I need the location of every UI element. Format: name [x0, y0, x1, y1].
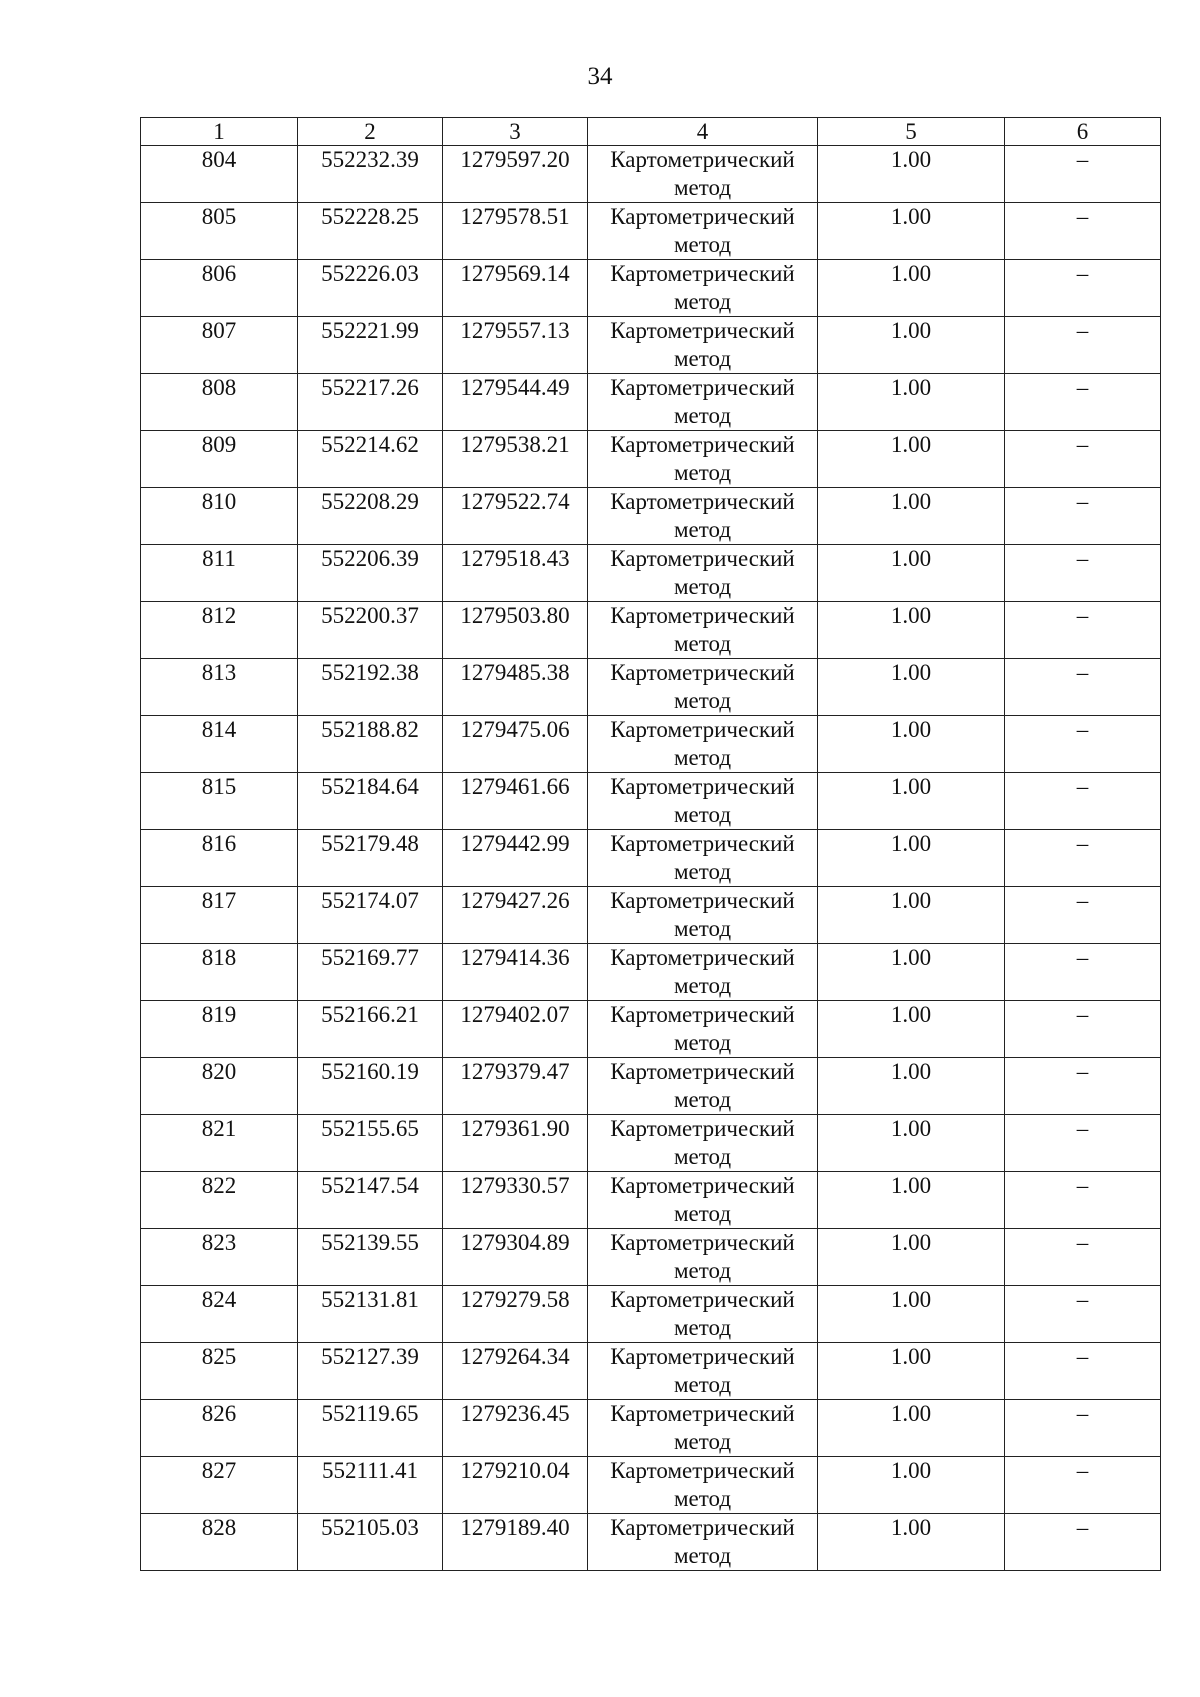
accuracy-cell: 1.00	[818, 887, 1005, 944]
table-row	[141, 374, 1161, 431]
point-number-cell: 812	[141, 602, 298, 659]
y-coordinate-cell: 1279414.36	[443, 944, 588, 1001]
y-coordinate-cell: 1279379.47	[443, 1058, 588, 1115]
method-cell	[588, 773, 818, 830]
accuracy-cell: 1.00	[818, 1400, 1005, 1457]
description-cell: –	[1005, 146, 1161, 203]
method-cell	[588, 887, 818, 944]
method-text: Картометрический метод	[610, 318, 795, 371]
table-row	[141, 203, 1161, 260]
point-number-cell: 817	[141, 887, 298, 944]
y-coordinate-cell: 1279569.14	[443, 260, 588, 317]
x-coordinate-cell: 552179.48	[298, 830, 443, 887]
y-coordinate-cell: 1279544.49	[443, 374, 588, 431]
point-number-cell: 822	[141, 1172, 298, 1229]
description-cell: –	[1005, 1229, 1161, 1286]
x-coordinate-cell: 552214.62	[298, 431, 443, 488]
table-row	[141, 944, 1161, 1001]
table-row	[141, 1514, 1161, 1571]
method-cell	[588, 1058, 818, 1115]
y-coordinate-cell: 1279427.26	[443, 887, 588, 944]
accuracy-cell: 1.00	[818, 944, 1005, 1001]
accuracy-cell: 1.00	[818, 1172, 1005, 1229]
method-text: Картометрический метод	[610, 660, 795, 713]
description-cell: –	[1005, 773, 1161, 830]
description-cell: –	[1005, 1286, 1161, 1343]
point-number-cell: 818	[141, 944, 298, 1001]
y-coordinate-cell: 1279475.06	[443, 716, 588, 773]
point-number-cell: 823	[141, 1229, 298, 1286]
method-text: Картометрический метод	[610, 1458, 795, 1511]
x-coordinate-cell: 552208.29	[298, 488, 443, 545]
method-cell	[588, 1001, 818, 1058]
method-cell	[588, 716, 818, 773]
method-text: Картометрический метод	[610, 1002, 795, 1055]
accuracy-cell: 1.00	[818, 1343, 1005, 1400]
point-number-cell: 828	[141, 1514, 298, 1571]
method-cell	[588, 830, 818, 887]
table-row	[141, 1286, 1161, 1343]
method-cell	[588, 260, 818, 317]
x-coordinate-cell: 552166.21	[298, 1001, 443, 1058]
column-header-3: 3	[443, 118, 588, 146]
accuracy-cell: 1.00	[818, 431, 1005, 488]
accuracy-cell: 1.00	[818, 773, 1005, 830]
point-number-cell: 815	[141, 773, 298, 830]
y-coordinate-cell: 1279189.40	[443, 1514, 588, 1571]
method-text: Картометрический метод	[610, 1515, 795, 1568]
x-coordinate-cell: 552217.26	[298, 374, 443, 431]
method-cell	[588, 659, 818, 716]
table-row	[141, 602, 1161, 659]
method-text: Картометрический метод	[610, 204, 795, 257]
accuracy-cell: 1.00	[818, 1115, 1005, 1172]
accuracy-cell: 1.00	[818, 1286, 1005, 1343]
description-cell: –	[1005, 1457, 1161, 1514]
method-text: Картометрический метод	[610, 888, 795, 941]
y-coordinate-cell: 1279518.43	[443, 545, 588, 602]
page-number: 34	[587, 63, 613, 90]
point-number-cell: 810	[141, 488, 298, 545]
accuracy-cell: 1.00	[818, 1058, 1005, 1115]
y-coordinate-cell: 1279597.20	[443, 146, 588, 203]
method-text: Картометрический метод	[610, 1344, 795, 1397]
description-cell: –	[1005, 944, 1161, 1001]
method-text: Картометрический метод	[610, 1116, 795, 1169]
table-row	[141, 1229, 1161, 1286]
method-cell	[588, 1172, 818, 1229]
point-number-cell: 808	[141, 374, 298, 431]
column-header-2: 2	[298, 118, 443, 146]
description-cell: –	[1005, 317, 1161, 374]
accuracy-cell: 1.00	[818, 488, 1005, 545]
description-cell: –	[1005, 716, 1161, 773]
x-coordinate-cell: 552228.25	[298, 203, 443, 260]
method-text: Картометрический метод	[610, 1287, 795, 1340]
table-header	[141, 118, 1161, 146]
y-coordinate-cell: 1279210.04	[443, 1457, 588, 1514]
description-cell: –	[1005, 374, 1161, 431]
coordinates-table	[140, 117, 1161, 1571]
accuracy-cell: 1.00	[818, 1514, 1005, 1571]
table-row	[141, 545, 1161, 602]
y-coordinate-cell: 1279236.45	[443, 1400, 588, 1457]
description-cell: –	[1005, 830, 1161, 887]
x-coordinate-cell: 552119.65	[298, 1400, 443, 1457]
x-coordinate-cell: 552232.39	[298, 146, 443, 203]
table-row	[141, 887, 1161, 944]
method-text: Картометрический метод	[610, 603, 795, 656]
point-number-cell: 827	[141, 1457, 298, 1514]
description-cell: –	[1005, 488, 1161, 545]
method-text: Картометрический метод	[610, 1173, 795, 1226]
method-cell	[588, 1343, 818, 1400]
x-coordinate-cell: 552111.41	[298, 1457, 443, 1514]
method-cell	[588, 1514, 818, 1571]
description-cell: –	[1005, 1058, 1161, 1115]
description-cell: –	[1005, 602, 1161, 659]
y-coordinate-cell: 1279503.80	[443, 602, 588, 659]
table-row	[141, 488, 1161, 545]
y-coordinate-cell: 1279279.58	[443, 1286, 588, 1343]
method-cell	[588, 374, 818, 431]
table-row	[141, 146, 1161, 203]
accuracy-cell: 1.00	[818, 602, 1005, 659]
table-row	[141, 716, 1161, 773]
point-number-cell: 807	[141, 317, 298, 374]
y-coordinate-cell: 1279485.38	[443, 659, 588, 716]
table-row	[141, 1457, 1161, 1514]
point-number-cell: 824	[141, 1286, 298, 1343]
point-number-cell: 816	[141, 830, 298, 887]
method-text: Картометрический метод	[610, 147, 795, 200]
point-number-cell: 826	[141, 1400, 298, 1457]
description-cell: –	[1005, 659, 1161, 716]
x-coordinate-cell: 552147.54	[298, 1172, 443, 1229]
accuracy-cell: 1.00	[818, 830, 1005, 887]
method-cell	[588, 317, 818, 374]
x-coordinate-cell: 552226.03	[298, 260, 443, 317]
method-cell	[588, 944, 818, 1001]
y-coordinate-cell: 1279402.07	[443, 1001, 588, 1058]
accuracy-cell: 1.00	[818, 1457, 1005, 1514]
column-header-4: 4	[588, 118, 818, 146]
table-row	[141, 431, 1161, 488]
accuracy-cell: 1.00	[818, 146, 1005, 203]
method-text: Картометрический метод	[610, 261, 795, 314]
y-coordinate-cell: 1279304.89	[443, 1229, 588, 1286]
description-cell: –	[1005, 1172, 1161, 1229]
x-coordinate-cell: 552131.81	[298, 1286, 443, 1343]
x-coordinate-cell: 552105.03	[298, 1514, 443, 1571]
x-coordinate-cell: 552188.82	[298, 716, 443, 773]
x-coordinate-cell: 552127.39	[298, 1343, 443, 1400]
accuracy-cell: 1.00	[818, 659, 1005, 716]
method-cell	[588, 1457, 818, 1514]
y-coordinate-cell: 1279330.57	[443, 1172, 588, 1229]
point-number-cell: 805	[141, 203, 298, 260]
method-text: Картометрический метод	[610, 717, 795, 770]
description-cell: –	[1005, 1400, 1161, 1457]
column-header-6: 6	[1005, 118, 1161, 146]
description-cell: –	[1005, 1001, 1161, 1058]
y-coordinate-cell: 1279557.13	[443, 317, 588, 374]
accuracy-cell: 1.00	[818, 1229, 1005, 1286]
accuracy-cell: 1.00	[818, 317, 1005, 374]
x-coordinate-cell: 552139.55	[298, 1229, 443, 1286]
description-cell: –	[1005, 203, 1161, 260]
table-row	[141, 1058, 1161, 1115]
y-coordinate-cell: 1279264.34	[443, 1343, 588, 1400]
method-cell	[588, 488, 818, 545]
method-cell	[588, 1229, 818, 1286]
x-coordinate-cell: 552160.19	[298, 1058, 443, 1115]
method-cell	[588, 146, 818, 203]
point-number-cell: 813	[141, 659, 298, 716]
method-cell	[588, 1115, 818, 1172]
point-number-cell: 809	[141, 431, 298, 488]
method-cell	[588, 1400, 818, 1457]
y-coordinate-cell: 1279461.66	[443, 773, 588, 830]
table-row	[141, 773, 1161, 830]
x-coordinate-cell: 552184.64	[298, 773, 443, 830]
table-row	[141, 1115, 1161, 1172]
x-coordinate-cell: 552155.65	[298, 1115, 443, 1172]
method-cell	[588, 1286, 818, 1343]
method-text: Картометрический метод	[610, 432, 795, 485]
point-number-cell: 804	[141, 146, 298, 203]
point-number-cell: 811	[141, 545, 298, 602]
x-coordinate-cell: 552221.99	[298, 317, 443, 374]
method-cell	[588, 545, 818, 602]
table-row	[141, 659, 1161, 716]
method-text: Картометрический метод	[610, 1059, 795, 1112]
point-number-cell: 814	[141, 716, 298, 773]
y-coordinate-cell: 1279578.51	[443, 203, 588, 260]
table-row	[141, 260, 1161, 317]
accuracy-cell: 1.00	[818, 260, 1005, 317]
description-cell: –	[1005, 431, 1161, 488]
method-text: Картометрический метод	[610, 945, 795, 998]
accuracy-cell: 1.00	[818, 545, 1005, 602]
table-row	[141, 317, 1161, 374]
method-text: Картометрический метод	[610, 1230, 795, 1283]
point-number-cell: 821	[141, 1115, 298, 1172]
table-row	[141, 1172, 1161, 1229]
x-coordinate-cell: 552169.77	[298, 944, 443, 1001]
method-cell	[588, 431, 818, 488]
method-text: Картометрический метод	[610, 774, 795, 827]
description-cell: –	[1005, 1514, 1161, 1571]
accuracy-cell: 1.00	[818, 374, 1005, 431]
description-cell: –	[1005, 1115, 1161, 1172]
y-coordinate-cell: 1279522.74	[443, 488, 588, 545]
accuracy-cell: 1.00	[818, 203, 1005, 260]
x-coordinate-cell: 552192.38	[298, 659, 443, 716]
method-text: Картометрический метод	[610, 831, 795, 884]
method-cell	[588, 203, 818, 260]
x-coordinate-cell: 552174.07	[298, 887, 443, 944]
table-row	[141, 1400, 1161, 1457]
table-row	[141, 1343, 1161, 1400]
x-coordinate-cell: 552206.39	[298, 545, 443, 602]
accuracy-cell: 1.00	[818, 1001, 1005, 1058]
point-number-cell: 820	[141, 1058, 298, 1115]
description-cell: –	[1005, 887, 1161, 944]
x-coordinate-cell: 552200.37	[298, 602, 443, 659]
y-coordinate-cell: 1279538.21	[443, 431, 588, 488]
table-row	[141, 830, 1161, 887]
y-coordinate-cell: 1279442.99	[443, 830, 588, 887]
point-number-cell: 819	[141, 1001, 298, 1058]
description-cell: –	[1005, 545, 1161, 602]
method-text: Картометрический метод	[610, 375, 795, 428]
point-number-cell: 806	[141, 260, 298, 317]
description-cell: –	[1005, 260, 1161, 317]
column-header-5: 5	[818, 118, 1005, 146]
header-row	[141, 118, 1161, 146]
method-text: Картометрический метод	[610, 546, 795, 599]
column-header-1: 1	[141, 118, 298, 146]
point-number-cell: 825	[141, 1343, 298, 1400]
method-text: Картометрический метод	[610, 1401, 795, 1454]
accuracy-cell: 1.00	[818, 716, 1005, 773]
method-text: Картометрический метод	[610, 489, 795, 542]
table-body	[141, 146, 1161, 1571]
y-coordinate-cell: 1279361.90	[443, 1115, 588, 1172]
method-cell	[588, 602, 818, 659]
table-row	[141, 1001, 1161, 1058]
description-cell: –	[1005, 1343, 1161, 1400]
